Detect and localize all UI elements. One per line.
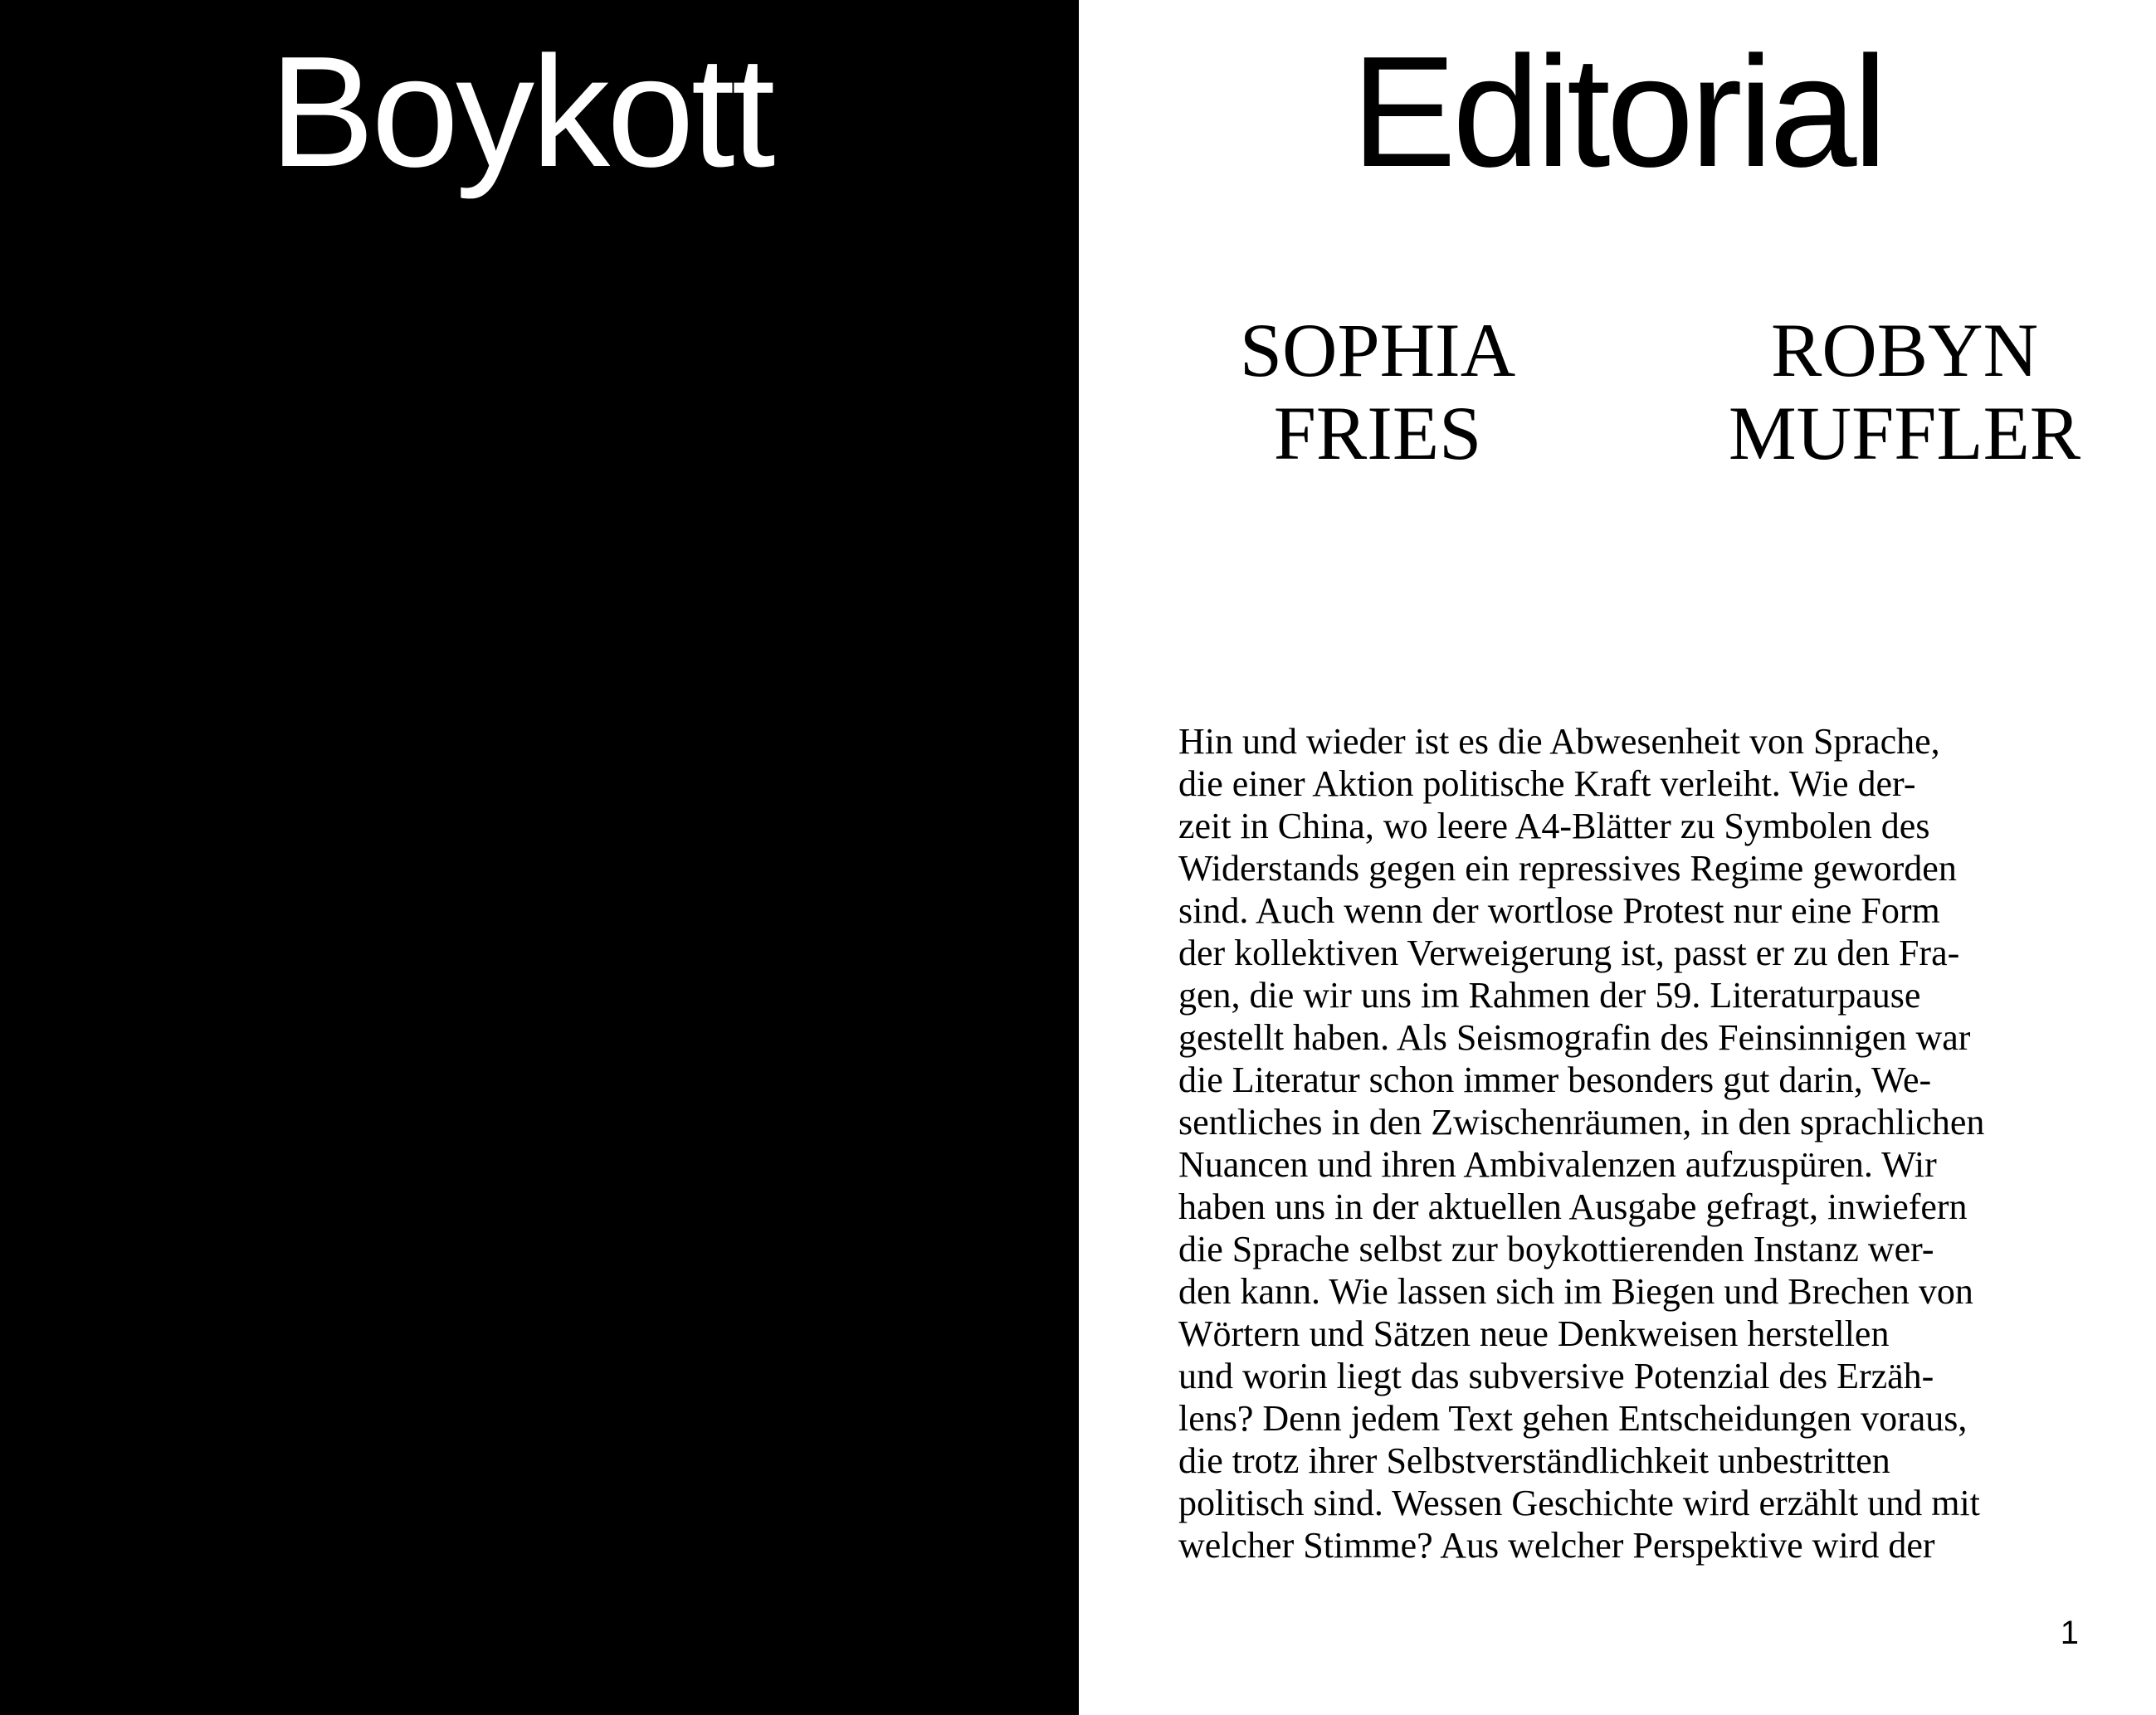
body-line: gen, die wir uns im Rahmen der 59. Literaturpause	[1178, 975, 1921, 1016]
author-first-name: ROBYN	[1770, 308, 2039, 392]
body-line: und worin liegt das subversive Potenzial des Erzäh-	[1178, 1356, 1934, 1396]
body-line: zeit in China, wo leere A4-Blätter zu Symbolen des	[1178, 806, 1930, 846]
author-sophia-fries	[1212, 309, 1544, 475]
body-line: sentliches in den Zwischenräumen, in den sprachlichen	[1178, 1102, 1985, 1143]
body-line: Hin und wieder ist es die Abwesenheit von Sprache,	[1178, 721, 1940, 762]
body-line: sind. Auch wenn der wortlose Protest nur eine Form	[1178, 890, 1940, 931]
body-line: den kann. Wie lassen sich im Biegen und Brechen von	[1178, 1271, 1973, 1312]
page-number: 1	[2060, 1615, 2079, 1651]
left-page-title: Boykott	[269, 24, 773, 200]
body-line: die einer Aktion politische Kraft verleiht. Wie der-	[1178, 763, 1916, 804]
body-line: politisch sind. Wessen Geschichte wird erzählt und mit	[1178, 1483, 1980, 1523]
author-last-name: MUFFLER	[1728, 391, 2081, 475]
body-line: der kollektiven Verweigerung ist, passt er zu den Fra-	[1178, 933, 1960, 973]
body-line: Nuancen und ihren Ambivalenzen aufzuspüren. Wir	[1178, 1144, 1937, 1185]
right-page	[1079, 0, 2156, 1715]
author-last-name: FRIES	[1273, 391, 1482, 475]
body-line: lens? Denn jedem Text gehen Entscheidungen voraus,	[1178, 1398, 1968, 1439]
body-line: welcher Stimme? Aus welcher Perspektive wird der	[1178, 1525, 1935, 1566]
author-first-name: SOPHIA	[1239, 308, 1516, 392]
body-line: die trotz ihrer Selbstverständlichkeit unbestritten	[1178, 1440, 1890, 1481]
body-line: die Literatur schon immer besonders gut darin, We-	[1178, 1060, 1932, 1100]
body-line: die Sprache selbst zur boykottierenden Instanz wer-	[1178, 1229, 1934, 1269]
author-robyn-muffler	[1705, 309, 2104, 475]
editorial-body-text	[1178, 720, 2108, 1566]
body-line: Wörtern und Sätzen neue Denkweisen herstellen	[1178, 1313, 1890, 1354]
body-line: gestellt haben. Als Seismografin des Feinsinnigen war	[1178, 1017, 1971, 1058]
editorial-title: Editorial	[1351, 24, 1884, 200]
body-line: Widerstands gegen ein repressives Regime geworden	[1178, 848, 1957, 889]
body-line: haben uns in der aktuellen Ausgabe gefragt, inwiefern	[1178, 1186, 1968, 1227]
